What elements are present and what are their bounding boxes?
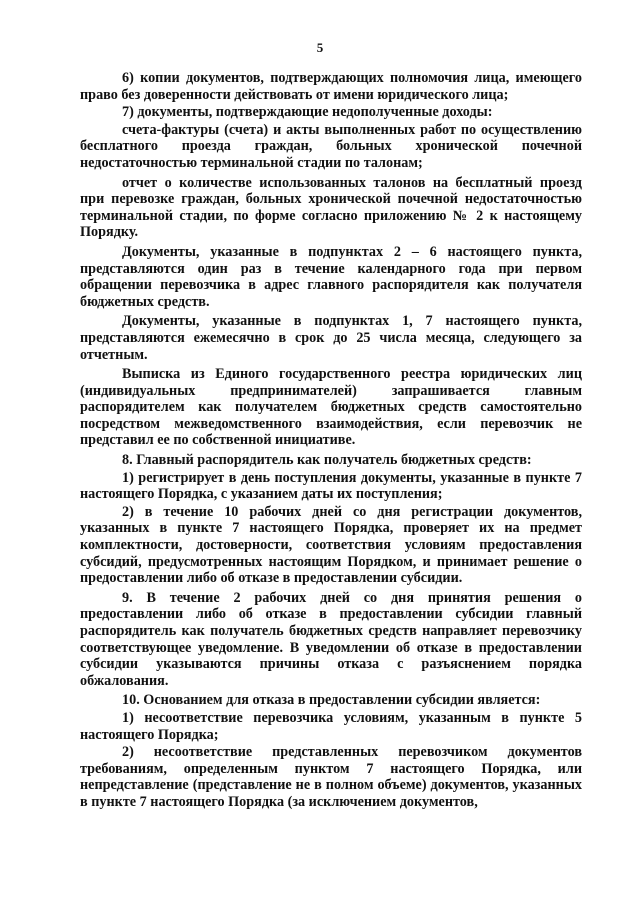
paragraph-registry-extract: Выписка из Единого государственного реестра юридических лиц (индивидуальных предпринимателей) запрашивается главным распорядителем как получателем бюджетных средств самостоятельно посредством межведомственного взаимодействия, если перевозчик не представил ее по собственной инициативе. <box>80 366 582 449</box>
paragraph-8-2: 2) в течение 10 рабочих дней со дня регистрации документов, указанных в пункте 7 настоящего Порядка, проверяет их на предмет комплектности, достоверности, соответствия условиям предоставления субсидий, предусмотренных настоящим Порядком, и принимает решение о предоставлении либо об отказе в предоставлении субсидии. <box>80 503 582 587</box>
page-number: 5 <box>316 40 324 55</box>
paragraph-report: отчет о количестве использованных талонов на бесплатный проезд при перевозке граждан, больных хронической почечной недостаточностью терминальной стадии, по форме согласно приложению № 2 к настоящему Порядку. <box>80 174 582 241</box>
paragraph-8-1: 1) регистрирует в день поступления документы, указанные в пункте 7 настоящего Порядка, с указанием даты их поступления; <box>80 469 582 503</box>
paragraph-7-documents: 7) документы, подтверждающие недополученные доходы: <box>122 104 493 121</box>
paragraph-invoices: счета-фактуры (счета) и акты выполненных работ по осуществлению бесплатного проезда граждан, больных хронической почечной недостаточностью терминальной стадии по талонам; <box>80 121 582 171</box>
paragraph-documents-1-7: Документы, указанные в подпунктах 1, 7 настоящего пункта, представляются ежемесячно в срок до 25 числа месяца, следующего за отчетным. <box>80 313 582 363</box>
paragraph-10-2: 2) несоответствие представленных перевозчиком документов требованиям, определенным пунктом 7 настоящего Порядка, или непредставление (представление не в полном объеме) документов, указанных в пункте 7 настоящего Порядка (за исключением документов, <box>80 744 582 810</box>
paragraph-8-heading: 8. Главный распорядитель как получатель бюджетных средств: <box>122 452 532 469</box>
paragraph-6-copies: 6) копии документов, подтверждающих полномочия лица, имеющего право без доверенности действовать от имени юридического лица; <box>80 70 582 103</box>
paragraph-10-heading: 10. Основанием для отказа в предоставлении субсидии является: <box>122 692 541 709</box>
paragraph-10-1: 1) несоответствие перевозчика условиям, указанным в пункте 5 настоящего Порядка; <box>80 709 582 743</box>
paragraph-documents-2-6: Документы, указанные в подпунктах 2 – 6 настоящего пункта, представляются один раз в течение календарного года при первом обращении перевозчика в адрес главного распорядителя как получателя бюджетных средств. <box>80 243 582 310</box>
paragraph-9: 9. В течение 2 рабочих дней со дня принятия решения о предоставлении либо об отказе в предоставлении субсидии главный распорядитель как получатель бюджетных средств направляет перевозчику соответствующее уведомление. В уведомлении об отказе в предоставлении субсидии указываются причины отказа с разъяснением порядка обжалования. <box>80 589 582 689</box>
document-body <box>80 70 582 814</box>
